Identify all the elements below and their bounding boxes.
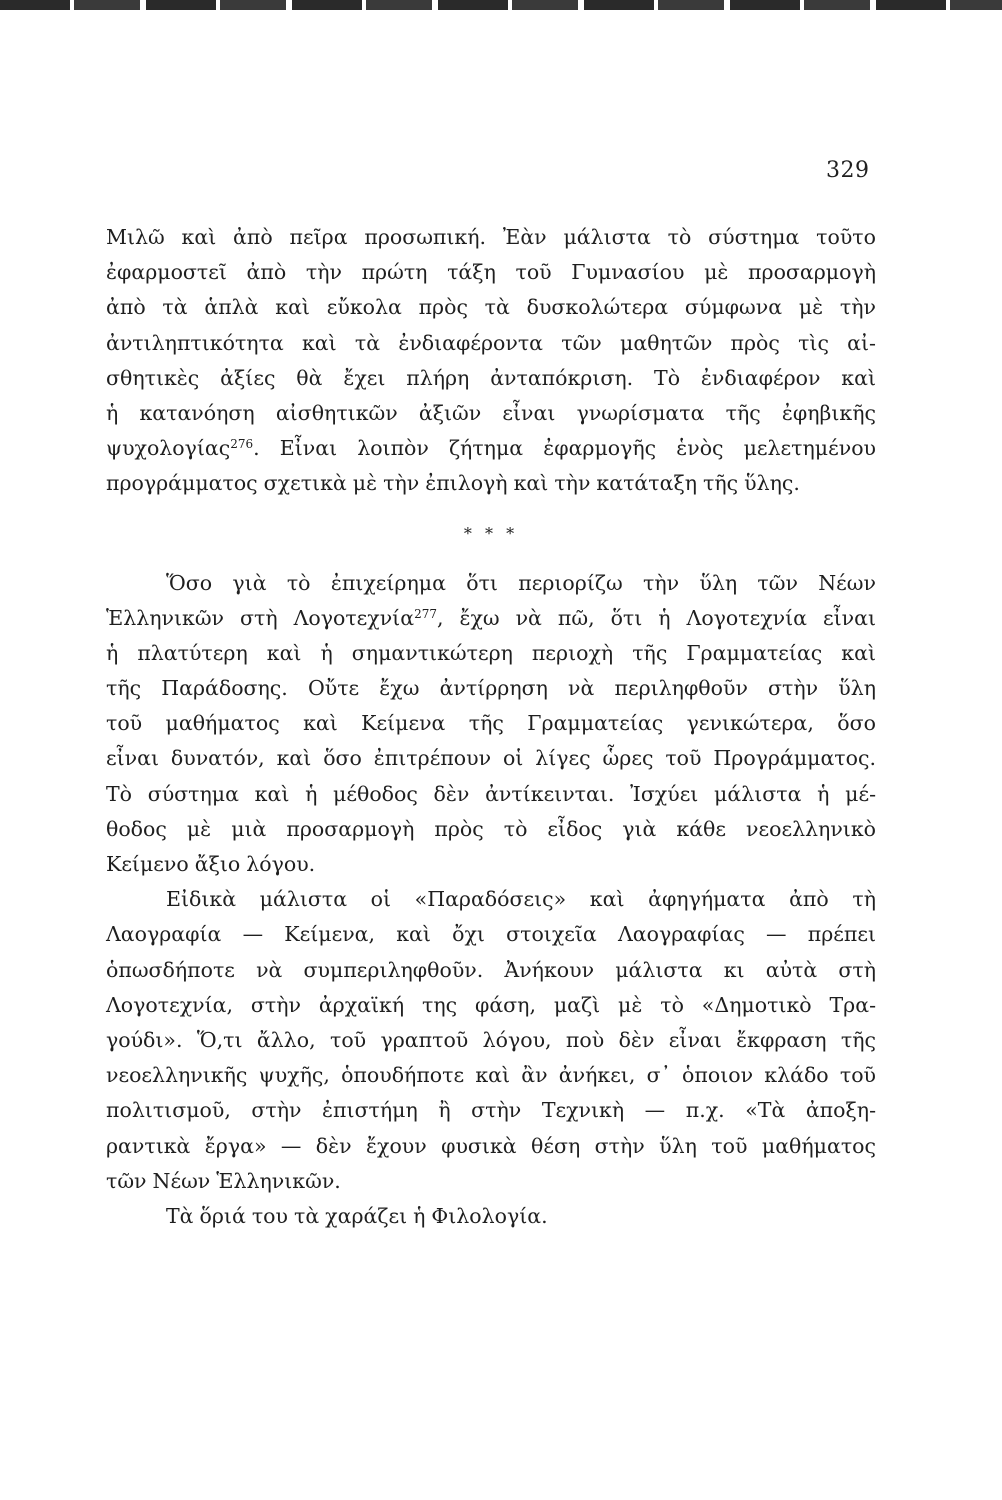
text-line: Τὸ σύστημα καὶ ἡ μέθοδος δὲν ἀντίκεινται. Ἰσχύει μάλιστα ἡ μέ- [106, 781, 876, 806]
text-segment: . Εἶναι λοιπὸν ζήτημα ἐφαρμογῆς ἑνὸς μελετημένου [253, 436, 876, 461]
text-line: ἀντιληπτικότητα καὶ τὰ ἐνδιαφέροντα τῶν μαθητῶν πρὸς τὶς αἰ- [106, 330, 876, 355]
text-line: νεοελληνικῆς ψυχῆς, ὁπουδήποτε καὶ ἂν ἀνήκει, σ᾽ ὁποιον κλάδο τοῦ [106, 1063, 876, 1088]
text-line: τοῦ μαθήματος καὶ Κείμενα τῆς Γραμματείας γενικώτερα, ὅσο [106, 711, 876, 736]
text-line: εἶναι δυνατόν, καὶ ὅσο ἐπιτρέπουν οἱ λίγες ὧρες τοῦ Προγράμματος. [106, 746, 876, 771]
text-line: πολιτισμοῦ, στὴν ἐπιστήμη ἢ στὴν Τεχνικὴ — π.χ. «Τὰ ἀποξη- [106, 1098, 876, 1123]
text-line: Λογοτεχνία, στὴν ἀρχαϊκή της φάση, μαζὶ μὲ τὸ «Δημοτικὸ Τρα- [106, 992, 876, 1017]
text-line: Εἰδικὰ μάλιστα οἱ «Παραδόσεις» καὶ ἀφηγήματα ἀπὸ τὴ [166, 887, 876, 912]
text-line: ὁπωσδήποτε νὰ συμπεριληφθοῦν. Ἀνήκουν μάλιστα κι αὐτὰ στὴ [106, 957, 876, 982]
page-number: 329 [826, 158, 870, 183]
text-line: Λαογραφία — Κείμενα, καὶ ὄχι στοιχεῖα Λαογραφίας — πρέπει [106, 922, 876, 947]
text-line: Μιλῶ καὶ ἀπὸ πεῖρα προσωπική. Ἐὰν μάλιστα τὸ σύστημα τοῦτο [106, 225, 876, 249]
text-line: σθητικὲς ἀξίες θὰ ἔχει πλήρη ἀνταπόκριση. Τὸ ἐνδιαφέρον καὶ [106, 365, 876, 390]
footnote-marker-277: 277 [414, 606, 437, 621]
paragraph-1 [106, 220, 876, 1234]
text-line [106, 431, 876, 466]
text-segment: ψυχολογίας [106, 436, 231, 461]
text-line [106, 601, 876, 636]
text-segment: , ἔχω νὰ πῶ, ὅτι ἡ Λογοτεχνία εἶναι [436, 605, 876, 630]
text-line: ἀπὸ τὰ ἁπλὰ καὶ εὔκολα πρὸς τὰ δυσκολώτερα σύμφωνα μὲ τὴν [106, 295, 876, 320]
text-line: τῆς Παράδοσης. Οὔτε ἔχω ἀντίρρηση νὰ περιληφθοῦν στὴν ὕλη [106, 676, 876, 701]
text-line: ἡ πλατύτερη καὶ ἡ σημαντικώτερη περιοχὴ τῆς Γραμματείας καὶ [106, 640, 876, 665]
text-line: γούδι». Ὅ,τι ἄλλο, τοῦ γραπτοῦ λόγου, ποὺ δὲν εἶναι ἔκφραση τῆς [106, 1027, 876, 1052]
text-line: Κείμενο ἄξιο λόγου. [106, 852, 316, 876]
text-segment: Ἑλληνικῶν στὴ Λογοτεχνία [106, 605, 415, 630]
text-line: προγράμματος σχετικὰ μὲ τὴν ἐπιλογὴ καὶ τὴν κατάταξη τῆς ὕλης. [106, 471, 800, 496]
footnote-marker-276: 276 [230, 437, 254, 452]
text-line: ραντικὰ ἔργα» — δὲν ἔχουν φυσικὰ θέση στὴν ὕλη τοῦ μαθήματος [106, 1133, 876, 1158]
text-line: ἡ κατανόηση αἰσθητικῶν ἀξιῶν εἶναι γνωρίσματα τῆς ἐφηβικῆς [106, 400, 876, 425]
section-separator: * * * [463, 523, 519, 543]
text-line: τῶν Νέων Ἑλληνικῶν. [106, 1168, 341, 1193]
page-top-edge [0, 0, 1002, 10]
text-line: Τὰ ὅριά του τὰ χαράζει ἡ Φιλολογία. [166, 1203, 548, 1228]
text-line: Ὅσο γιὰ τὸ ἐπιχείρημα ὅτι περιορίζω τὴν ὕλη τῶν Νέων [166, 570, 876, 595]
text-line: θοδος μὲ μιὰ προσαρμογὴ πρὸς τὸ εἶδος γιὰ κάθε νεοελληνικὸ [106, 816, 876, 841]
text-line: ἐφαρμοστεῖ ἀπὸ τὴν πρώτη τάξη τοῦ Γυμνασίου μὲ προσαρμογὴ [106, 260, 876, 285]
